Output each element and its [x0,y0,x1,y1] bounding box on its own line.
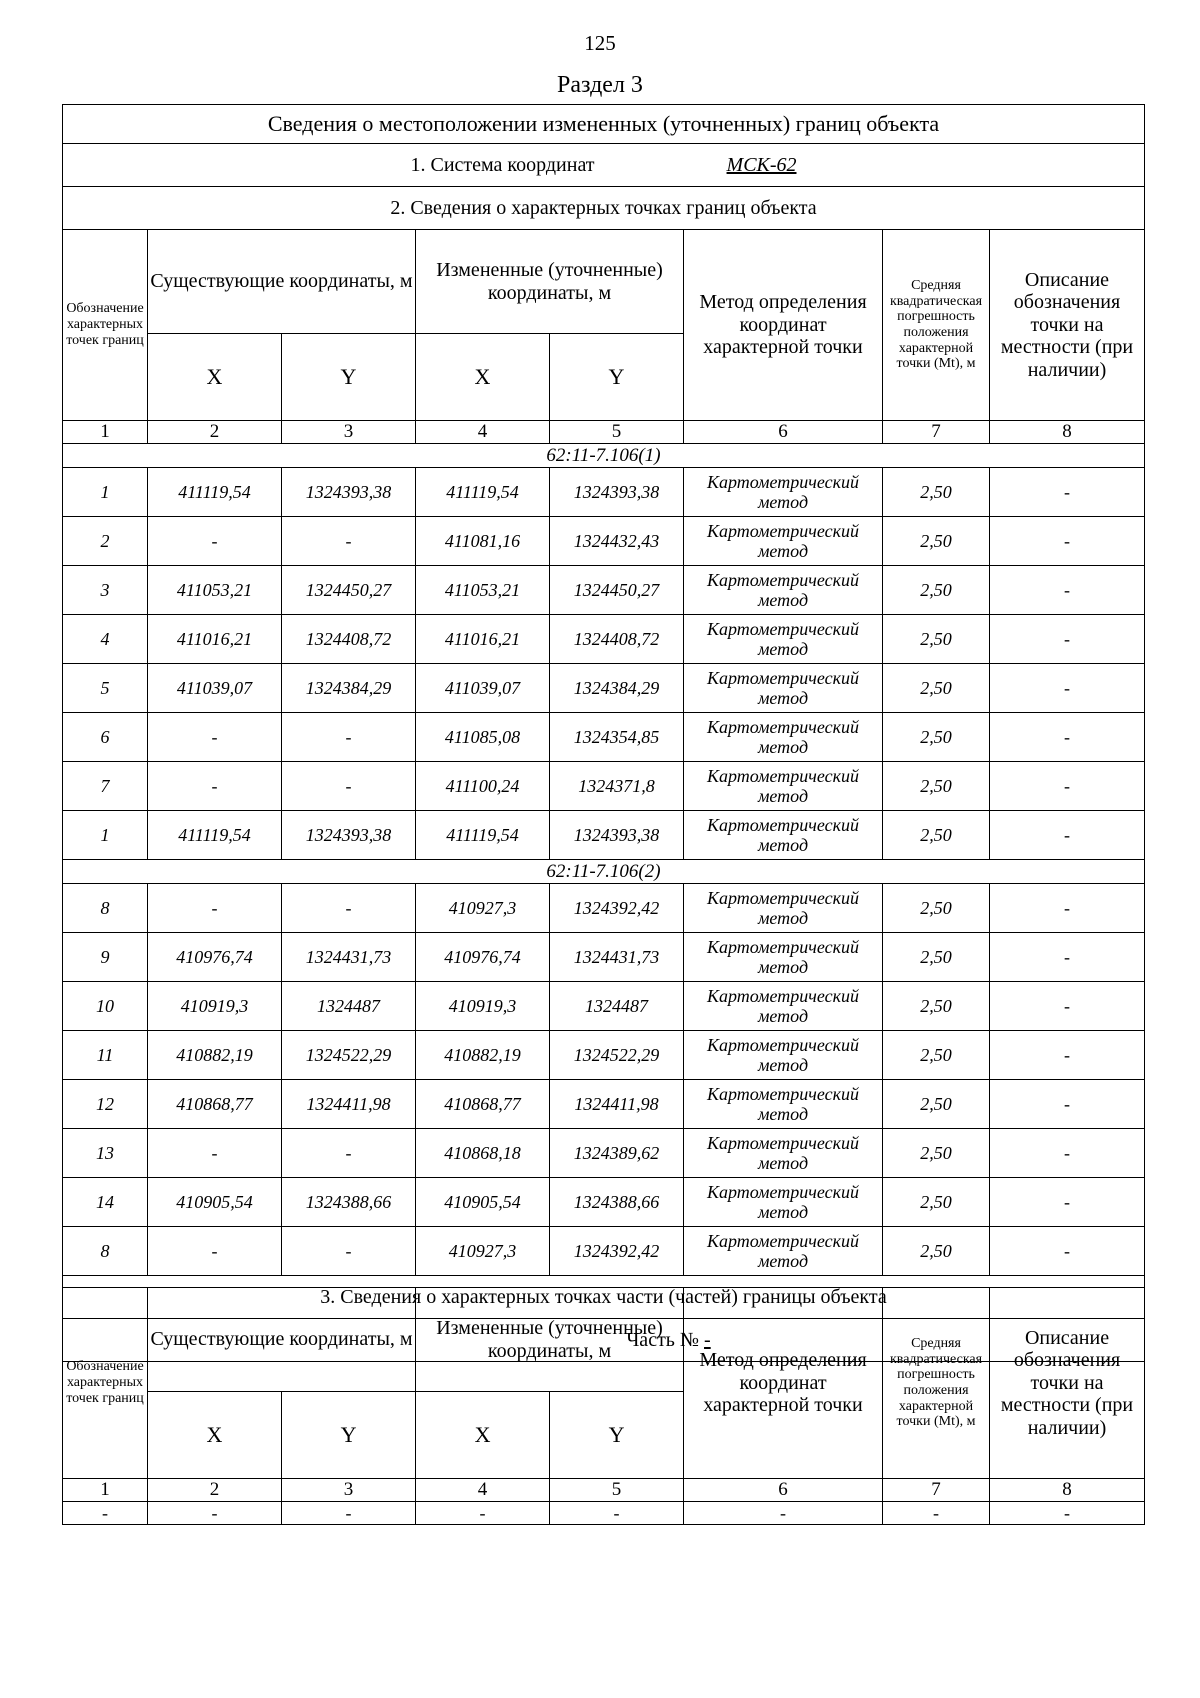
point-id-cell: 7 [63,762,148,811]
existing-x-cell: - [148,884,282,933]
column-index: 6 [684,1479,883,1502]
method-cell: Картометрический метод [684,933,883,982]
group-row [63,444,1145,468]
section-title: Раздел 3 [557,72,643,98]
method-cell: Картометрический метод [684,517,883,566]
mean-error-cell: 2,50 [883,615,990,664]
existing-y-cell: 1324393,38 [282,811,416,860]
description-cell: - [990,1227,1145,1276]
changed-x-cell: 411053,21 [416,566,550,615]
method-cell: Картометрический метод [684,1178,883,1227]
column-index: 8 [990,1479,1145,1502]
group-name: 62:11-7.106(2) [63,860,1145,884]
existing-y-cell: 1324384,29 [282,664,416,713]
existing-x-cell: 410882,19 [148,1031,282,1080]
header-changed-x: X [416,334,550,421]
table-row [63,811,1145,860]
existing-y-cell: 1324393,38 [282,468,416,517]
header-changed-coordinates: Измененные (уточненные) координаты, м [416,230,684,334]
header-description: Описание обозначения точки на местности (при наличии) [990,230,1145,421]
changed-x-cell: 411081,16 [416,517,550,566]
changed-x-cell: 410927,3 [416,1227,550,1276]
changed-y-cell: 1324522,29 [550,1031,684,1080]
column-index: 4 [416,1479,550,1502]
characteristic-points-title: 2. Сведения о характерных точках границ объекта [63,187,1145,230]
mean-error-cell: 2,50 [883,811,990,860]
header-existing-coordinates: Существующие координаты, м [148,230,416,334]
existing-x-cell: 411039,07 [148,664,282,713]
point-id-cell: 5 [63,664,148,713]
table-row [63,982,1145,1031]
method-cell: Картометрический метод [684,615,883,664]
method-cell: Картометрический метод [684,1080,883,1129]
header-point-designation: Обозначение характерных точек границ [63,1288,148,1479]
point-id-cell: 13 [63,1129,148,1178]
changed-x-cell: - [416,1502,550,1525]
description-cell: - [990,566,1145,615]
existing-x-cell: - [148,713,282,762]
existing-x-cell: - [148,1227,282,1276]
header-changed-y: Y [550,1392,684,1479]
changed-y-cell: 1324431,73 [550,933,684,982]
point-id-cell: 1 [63,468,148,517]
existing-y-cell: 1324450,27 [282,566,416,615]
method-cell: Картометрический метод [684,1031,883,1080]
existing-x-cell: - [148,1129,282,1178]
changed-x-cell: 410927,3 [416,884,550,933]
existing-x-cell: - [148,762,282,811]
table-row [63,468,1145,517]
changed-x-cell: 411039,07 [416,664,550,713]
method-cell: Картометрический метод [684,468,883,517]
existing-x-cell: 411016,21 [148,615,282,664]
table-row [63,762,1145,811]
table-row [63,1129,1145,1178]
changed-x-cell: 410905,54 [416,1178,550,1227]
method-cell: Картометрический метод [684,762,883,811]
point-id-cell: 2 [63,517,148,566]
column-index: 4 [416,421,550,444]
point-id-cell: 9 [63,933,148,982]
header-existing-coordinates: Существующие координаты, м [148,1288,416,1392]
changed-y-cell: 1324450,27 [550,566,684,615]
column-index: 2 [148,1479,282,1502]
changed-y-cell: 1324432,43 [550,517,684,566]
description-cell: - [990,1129,1145,1178]
existing-x-cell: 411119,54 [148,468,282,517]
method-cell: - [684,1502,883,1525]
point-id-cell: 12 [63,1080,148,1129]
part-points-table [62,1287,1145,1525]
description-cell: - [990,1080,1145,1129]
description-cell: - [990,1031,1145,1080]
changed-x-cell: 410868,77 [416,1080,550,1129]
part-number-value: - [704,1328,711,1351]
existing-y-cell: - [282,1502,416,1525]
method-cell: Картометрический метод [684,884,883,933]
existing-x-cell: 410905,54 [148,1178,282,1227]
existing-y-cell: 1324388,66 [282,1178,416,1227]
changed-y-cell: 1324408,72 [550,615,684,664]
changed-x-cell: 410919,3 [416,982,550,1031]
mean-error-cell: 2,50 [883,762,990,811]
changed-y-cell: 1324411,98 [550,1080,684,1129]
coordinate-system-value: МСК-62 [726,153,797,176]
changed-y-cell: 1324384,29 [550,664,684,713]
method-cell: Картометрический метод [684,566,883,615]
mean-error-cell: 2,50 [883,982,990,1031]
changed-x-cell: 411016,21 [416,615,550,664]
existing-y-cell: 1324431,73 [282,933,416,982]
existing-y-cell: 1324487 [282,982,416,1031]
changed-x-cell: 411100,24 [416,762,550,811]
method-cell: Картометрический метод [684,1227,883,1276]
existing-x-cell: 410868,77 [148,1080,282,1129]
existing-x-cell: - [148,517,282,566]
column-index: 6 [684,421,883,444]
method-cell: Картометрический метод [684,1129,883,1178]
table-row [63,1502,1145,1525]
header-method: Метод определения координат характерной точки [684,230,883,421]
header-changed-y: Y [550,334,684,421]
existing-y-cell: - [282,762,416,811]
mean-error-cell: 2,50 [883,1178,990,1227]
changed-x-cell: 410976,74 [416,933,550,982]
description-cell: - [990,811,1145,860]
table-row [63,664,1145,713]
mean-error-cell: 2,50 [883,1080,990,1129]
point-id-cell: 6 [63,713,148,762]
method-cell: Картометрический метод [684,982,883,1031]
column-index-row [63,421,1145,444]
existing-x-cell: 411119,54 [148,811,282,860]
existing-y-cell: 1324408,72 [282,615,416,664]
mean-error-cell: 2,50 [883,566,990,615]
point-id-cell: 8 [63,884,148,933]
changed-x-cell: 410868,18 [416,1129,550,1178]
method-cell: Картометрический метод [684,664,883,713]
mean-error-cell: 2,50 [883,933,990,982]
changed-y-cell: 1324388,66 [550,1178,684,1227]
changed-y-cell: 1324392,42 [550,1227,684,1276]
table-title: Сведения о местоположении измененных (уточненных) границ объекта [63,105,1145,144]
parts-section-title: 3. Сведения о характерных точках части (частей) границы объекта [63,1276,1145,1319]
group-row [63,860,1145,884]
mean-error-cell: 2,50 [883,1129,990,1178]
existing-y-cell: - [282,1129,416,1178]
point-id-cell: 4 [63,615,148,664]
existing-y-cell: - [282,884,416,933]
column-index-row [63,1479,1145,1502]
method-cell: Картометрический метод [684,811,883,860]
table-row [63,566,1145,615]
existing-y-cell: - [282,1227,416,1276]
column-index: 8 [990,421,1145,444]
column-index: 3 [282,1479,416,1502]
table-row [63,1080,1145,1129]
changed-x-cell: 410882,19 [416,1031,550,1080]
group-name: 62:11-7.106(1) [63,444,1145,468]
mean-error-cell: 2,50 [883,468,990,517]
point-id-cell: - [63,1502,148,1525]
header-point-designation: Обозначение характерных точек границ [63,230,148,421]
column-index: 5 [550,421,684,444]
column-index: 2 [148,421,282,444]
description-cell: - [990,517,1145,566]
table-row [63,1227,1145,1276]
coordinate-system-row [63,144,1145,187]
header-mean-error: Средняя квадратическая погрешность положения характерной точки (Mt), м [883,230,990,421]
description-cell: - [990,762,1145,811]
column-index: 1 [63,1479,148,1502]
mean-error-cell: 2,50 [883,664,990,713]
point-id-cell: 8 [63,1227,148,1276]
header-existing-x: X [148,334,282,421]
table-row [63,884,1145,933]
mean-error-cell: 2,50 [883,1031,990,1080]
existing-x-cell: - [148,1502,282,1525]
changed-y-cell: - [550,1502,684,1525]
column-index: 1 [63,421,148,444]
boundary-points-table [62,104,1145,1362]
table-row [63,1178,1145,1227]
point-id-cell: 11 [63,1031,148,1080]
column-index: 7 [883,421,990,444]
existing-x-cell: 411053,21 [148,566,282,615]
coordinate-system-label: 1. Система координат [410,153,595,176]
description-cell: - [990,982,1145,1031]
page-number: 125 [584,31,616,55]
header-existing-x: X [148,1392,282,1479]
existing-y-cell: 1324522,29 [282,1031,416,1080]
description-cell: - [990,615,1145,664]
changed-y-cell: 1324392,42 [550,884,684,933]
table-row [63,713,1145,762]
column-index: 3 [282,421,416,444]
changed-y-cell: 1324487 [550,982,684,1031]
existing-y-cell: 1324411,98 [282,1080,416,1129]
method-cell: Картометрический метод [684,713,883,762]
point-id-cell: 10 [63,982,148,1031]
table-row [63,933,1145,982]
mean-error-cell: 2,50 [883,713,990,762]
header-method: Метод определения координат характерной точки [684,1288,883,1479]
part-number-label: Часть № [626,1328,700,1351]
changed-y-cell: 1324393,38 [550,811,684,860]
changed-y-cell: 1324354,85 [550,713,684,762]
mean-error-cell: 2,50 [883,884,990,933]
existing-x-cell: 410919,3 [148,982,282,1031]
header-mean-error: Средняя квадратическая погрешность положения характерной точки (Mt), м [883,1288,990,1479]
header-existing-y: Y [282,334,416,421]
changed-x-cell: 411119,54 [416,811,550,860]
header-changed-coordinates: Измененные (уточненные) координаты, м [416,1288,684,1392]
column-index: 7 [883,1479,990,1502]
description-cell: - [990,1178,1145,1227]
point-id-cell: 1 [63,811,148,860]
description-cell: - [990,884,1145,933]
existing-y-cell: - [282,713,416,762]
existing-y-cell: - [282,517,416,566]
table-row [63,517,1145,566]
description-cell: - [990,933,1145,982]
existing-x-cell: 410976,74 [148,933,282,982]
description-cell: - [990,1502,1145,1525]
mean-error-cell: 2,50 [883,1227,990,1276]
changed-y-cell: 1324371,8 [550,762,684,811]
table-row [63,615,1145,664]
header-changed-x: X [416,1392,550,1479]
description-cell: - [990,713,1145,762]
description-cell: - [990,468,1145,517]
changed-y-cell: 1324393,38 [550,468,684,517]
point-id-cell: 14 [63,1178,148,1227]
changed-x-cell: 411085,08 [416,713,550,762]
point-id-cell: 3 [63,566,148,615]
mean-error-cell: 2,50 [883,517,990,566]
changed-x-cell: 411119,54 [416,468,550,517]
description-cell: - [990,664,1145,713]
header-description: Описание обозначения точки на местности (при наличии) [990,1288,1145,1479]
mean-error-cell: - [883,1502,990,1525]
changed-y-cell: 1324389,62 [550,1129,684,1178]
column-index: 5 [550,1479,684,1502]
table-row [63,1031,1145,1080]
header-existing-y: Y [282,1392,416,1479]
